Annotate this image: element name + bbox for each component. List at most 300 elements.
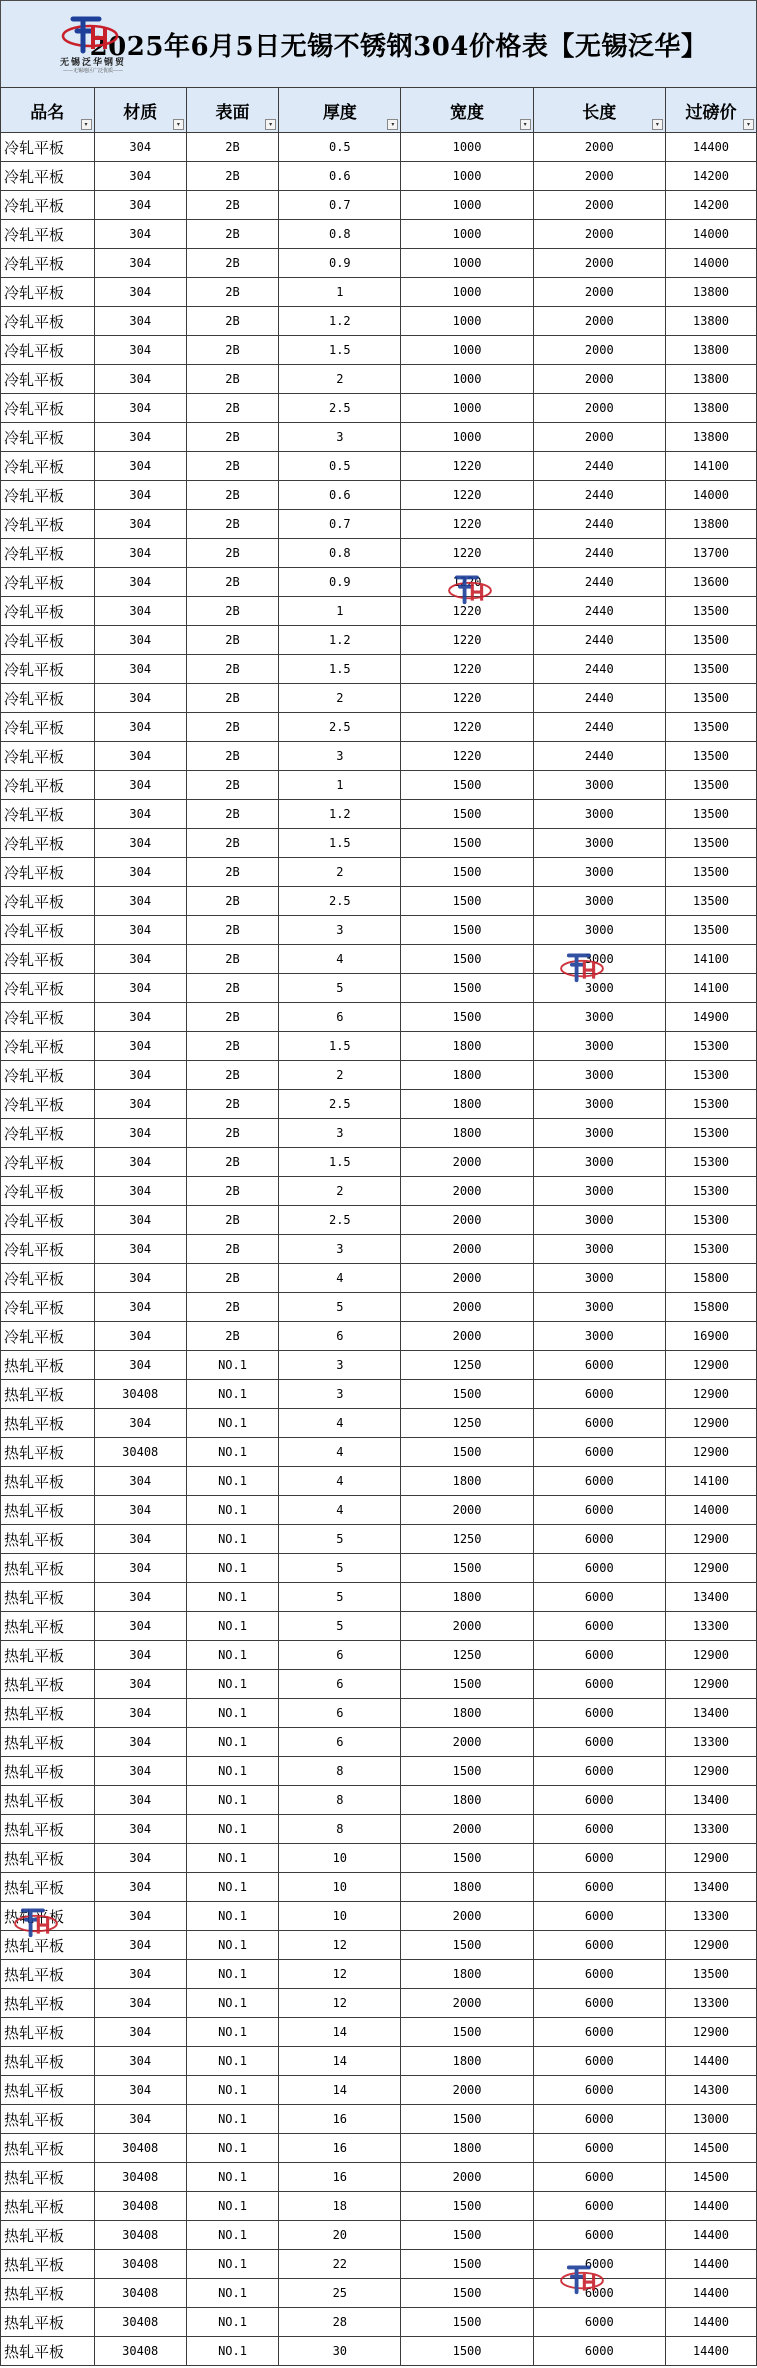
product-name-cell: 冷轧平板 [1,771,95,800]
width-cell: 2000 [401,1235,533,1264]
product-name-cell: 热轧平板 [1,2047,95,2076]
material-cell: 304 [94,1583,186,1612]
length-cell: 6000 [533,1960,665,1989]
thickness-cell: 14 [279,2076,401,2105]
price-cell: 14300 [665,2076,756,2105]
surface-cell: 2B [186,423,278,452]
table-row [1,1902,757,1931]
width-cell: 1220 [401,684,533,713]
column-header-label: 过磅价 [685,102,737,123]
material-cell: 304 [94,1525,186,1554]
price-cell: 13500 [665,713,756,742]
thickness-cell: 5 [279,974,401,1003]
width-cell: 1500 [401,2250,533,2279]
surface-cell: 2B [186,191,278,220]
length-cell: 2000 [533,191,665,220]
product-name-cell: 冷轧平板 [1,191,95,220]
surface-cell: 2B [186,278,278,307]
surface-cell: NO.1 [186,1554,278,1583]
material-cell: 304 [94,858,186,887]
price-cell: 13000 [665,2105,756,2134]
filter-dropdown-icon[interactable]: ▾ [265,119,276,130]
width-cell: 1220 [401,713,533,742]
surface-cell: NO.1 [186,1496,278,1525]
product-name-cell: 冷轧平板 [1,945,95,974]
surface-cell: 2B [186,1003,278,1032]
thickness-cell: 1.5 [279,655,401,684]
length-cell: 3000 [533,1090,665,1119]
price-cell: 14400 [665,2221,756,2250]
width-cell: 1220 [401,655,533,684]
width-cell: 1500 [401,2192,533,2221]
thickness-cell: 1.5 [279,1032,401,1061]
thickness-cell: 12 [279,1931,401,1960]
width-cell: 2000 [401,1322,533,1351]
price-cell: 14500 [665,2134,756,2163]
table-row [1,307,757,336]
table-row [1,2308,757,2337]
product-name-cell: 冷轧平板 [1,800,95,829]
surface-cell: 2B [186,597,278,626]
surface-cell: 2B [186,916,278,945]
product-name-cell: 热轧平板 [1,2308,95,2337]
length-cell: 6000 [533,1757,665,1786]
length-cell: 2440 [533,539,665,568]
width-cell: 2000 [401,1902,533,1931]
surface-cell: NO.1 [186,1931,278,1960]
surface-cell: 2B [186,568,278,597]
table-row [1,1525,757,1554]
width-cell: 1800 [401,1467,533,1496]
table-row [1,2221,757,2250]
table-row [1,1322,757,1351]
material-cell: 304 [94,2076,186,2105]
filter-dropdown-icon[interactable]: ▾ [743,119,754,130]
table-row [1,1264,757,1293]
width-cell: 1500 [401,1931,533,1960]
table-row [1,887,757,916]
product-name-cell: 冷轧平板 [1,1206,95,1235]
thickness-cell: 4 [279,1409,401,1438]
surface-cell: 2B [186,1061,278,1090]
table-row [1,1206,757,1235]
price-cell: 15800 [665,1293,756,1322]
product-name-cell: 冷轧平板 [1,1090,95,1119]
length-cell: 3000 [533,1293,665,1322]
filter-dropdown-icon[interactable]: ▾ [81,119,92,130]
width-cell: 1500 [401,858,533,887]
price-cell: 14400 [665,2250,756,2279]
table-row [1,2192,757,2221]
filter-dropdown-icon[interactable]: ▾ [387,119,398,130]
column-header-label: 厚度 [322,102,357,123]
material-cell: 304 [94,1641,186,1670]
material-cell: 304 [94,597,186,626]
length-cell: 6000 [533,1351,665,1380]
column-header-width[interactable] [401,88,533,133]
width-cell: 1500 [401,887,533,916]
surface-cell: 2B [186,771,278,800]
column-header-thickness[interactable] [279,88,401,133]
material-cell: 304 [94,800,186,829]
width-cell: 1500 [401,829,533,858]
price-cell: 12900 [665,1554,756,1583]
surface-cell: 2B [186,800,278,829]
table-row [1,1699,757,1728]
surface-cell: 2B [186,1090,278,1119]
width-cell: 1000 [401,278,533,307]
thickness-cell: 5 [279,1554,401,1583]
length-cell: 3000 [533,916,665,945]
material-cell: 304 [94,742,186,771]
table-row [1,1612,757,1641]
width-cell: 2000 [401,1496,533,1525]
length-cell: 6000 [533,1583,665,1612]
price-cell: 13500 [665,887,756,916]
price-cell: 13400 [665,1786,756,1815]
price-cell: 13600 [665,568,756,597]
thickness-cell: 16 [279,2105,401,2134]
material-cell: 304 [94,1206,186,1235]
thickness-cell: 12 [279,1989,401,2018]
thickness-cell: 1.2 [279,307,401,336]
material-cell: 304 [94,365,186,394]
thickness-cell: 2.5 [279,1206,401,1235]
table-row [1,916,757,945]
surface-cell: 2B [186,1293,278,1322]
material-cell: 304 [94,162,186,191]
surface-cell: 2B [186,1119,278,1148]
table-row [1,1003,757,1032]
length-cell: 2000 [533,336,665,365]
product-name-cell: 冷轧平板 [1,1032,95,1061]
surface-cell: NO.1 [186,1757,278,1786]
thickness-cell: 8 [279,1757,401,1786]
surface-cell: NO.1 [186,1438,278,1467]
thickness-cell: 8 [279,1815,401,1844]
table-row [1,481,757,510]
price-cell: 14000 [665,481,756,510]
thickness-cell: 0.8 [279,539,401,568]
product-name-cell: 热轧平板 [1,1409,95,1438]
length-cell: 6000 [533,1873,665,1902]
thickness-cell: 4 [279,1264,401,1293]
column-header-material[interactable] [94,88,186,133]
material-cell: 304 [94,1351,186,1380]
material-cell: 304 [94,568,186,597]
table-row [1,1786,757,1815]
material-cell: 304 [94,1612,186,1641]
table-row [1,1931,757,1960]
surface-cell: NO.1 [186,1960,278,1989]
material-cell: 304 [94,133,186,162]
table-row [1,2105,757,2134]
column-header-label: 表面 [215,102,250,123]
thickness-cell: 1.2 [279,626,401,655]
price-cell: 15300 [665,1090,756,1119]
price-cell: 14100 [665,945,756,974]
length-cell: 3000 [533,771,665,800]
surface-cell: NO.1 [186,1525,278,1554]
length-cell: 2000 [533,307,665,336]
surface-cell: 2B [186,162,278,191]
length-cell: 2440 [533,684,665,713]
surface-cell: 2B [186,974,278,1003]
width-cell: 1000 [401,133,533,162]
column-header-price[interactable] [665,88,756,133]
material-cell: 304 [94,771,186,800]
surface-cell: 2B [186,829,278,858]
price-cell: 12900 [665,1641,756,1670]
surface-cell: NO.1 [186,1786,278,1815]
product-name-cell: 热轧平板 [1,1728,95,1757]
width-cell: 1500 [401,2018,533,2047]
material-cell: 304 [94,1264,186,1293]
price-cell: 14400 [665,2279,756,2308]
material-cell: 304 [94,974,186,1003]
table-row [1,713,757,742]
thickness-cell: 2.5 [279,887,401,916]
material-cell: 304 [94,713,186,742]
material-cell: 304 [94,249,186,278]
product-name-cell: 冷轧平板 [1,307,95,336]
material-cell: 304 [94,1177,186,1206]
product-name-cell: 冷轧平板 [1,133,95,162]
material-cell: 304 [94,1873,186,1902]
product-name-cell: 热轧平板 [1,2337,95,2366]
product-name-cell: 冷轧平板 [1,1264,95,1293]
surface-cell: NO.1 [186,2221,278,2250]
width-cell: 1500 [401,1438,533,1467]
table-row [1,771,757,800]
material-cell: 304 [94,1293,186,1322]
width-cell: 1250 [401,1409,533,1438]
material-cell: 304 [94,945,186,974]
width-cell: 1500 [401,2279,533,2308]
price-cell: 14500 [665,2163,756,2192]
length-cell: 6000 [533,1786,665,1815]
material-cell: 304 [94,1409,186,1438]
material-cell: 304 [94,1960,186,1989]
width-cell: 1220 [401,597,533,626]
price-cell: 14200 [665,162,756,191]
length-cell: 2440 [533,597,665,626]
product-name-cell: 热轧平板 [1,1844,95,1873]
price-cell: 13400 [665,1699,756,1728]
column-header-surface[interactable] [186,88,278,133]
material-cell: 304 [94,1902,186,1931]
thickness-cell: 28 [279,2308,401,2337]
surface-cell: 2B [186,1148,278,1177]
material-cell: 304 [94,916,186,945]
width-cell: 1800 [401,1786,533,1815]
table-row [1,365,757,394]
price-cell: 13800 [665,336,756,365]
length-cell: 2440 [533,510,665,539]
surface-cell: NO.1 [186,1641,278,1670]
price-cell: 13500 [665,1960,756,1989]
length-cell: 2000 [533,278,665,307]
material-cell: 304 [94,1699,186,1728]
table-row [1,1032,757,1061]
thickness-cell: 4 [279,1467,401,1496]
price-cell: 12900 [665,1525,756,1554]
surface-cell: 2B [186,1264,278,1293]
column-header-name[interactable] [1,88,95,133]
price-cell: 14100 [665,1467,756,1496]
material-cell: 304 [94,1119,186,1148]
filter-dropdown-icon[interactable]: ▾ [652,119,663,130]
product-name-cell: 热轧平板 [1,1873,95,1902]
price-cell: 12900 [665,1757,756,1786]
width-cell: 1500 [401,2308,533,2337]
table-row [1,2018,757,2047]
surface-cell: 2B [186,249,278,278]
table-row [1,423,757,452]
length-cell: 3000 [533,1003,665,1032]
table-row [1,1380,757,1409]
table-row [1,1641,757,1670]
length-cell: 6000 [533,1728,665,1757]
price-cell: 13500 [665,742,756,771]
table-row [1,974,757,1003]
product-name-cell: 热轧平板 [1,1467,95,1496]
length-cell: 6000 [533,2192,665,2221]
table-header-row [1,88,757,133]
table-row [1,1496,757,1525]
width-cell: 2000 [401,1612,533,1641]
price-cell: 13500 [665,597,756,626]
surface-cell: NO.1 [186,1728,278,1757]
table-row [1,1438,757,1467]
product-name-cell: 热轧平板 [1,1496,95,1525]
material-cell: 304 [94,1989,186,2018]
column-header-label: 材质 [123,102,158,123]
length-cell: 6000 [533,2163,665,2192]
product-name-cell: 冷轧平板 [1,1061,95,1090]
surface-cell: 2B [186,858,278,887]
table-row [1,1554,757,1583]
column-header-length[interactable] [533,88,665,133]
price-cell: 12900 [665,1670,756,1699]
surface-cell: NO.1 [186,2192,278,2221]
product-name-cell: 冷轧平板 [1,1148,95,1177]
surface-cell: 2B [186,365,278,394]
surface-cell: NO.1 [186,1612,278,1641]
price-cell: 13800 [665,423,756,452]
surface-cell: NO.1 [186,2308,278,2337]
price-cell: 14400 [665,2047,756,2076]
thickness-cell: 3 [279,1235,401,1264]
price-cell: 14900 [665,1003,756,1032]
width-cell: 1500 [401,1380,533,1409]
table-row [1,597,757,626]
length-cell: 6000 [533,1699,665,1728]
thickness-cell: 0.9 [279,249,401,278]
product-name-cell: 冷轧平板 [1,858,95,887]
surface-cell: 2B [186,1177,278,1206]
price-cell: 12900 [665,1438,756,1467]
thickness-cell: 14 [279,2018,401,2047]
material-cell: 304 [94,1786,186,1815]
length-cell: 6000 [533,2308,665,2337]
width-cell: 2000 [401,1293,533,1322]
length-cell: 2440 [533,655,665,684]
material-cell: 304 [94,1322,186,1351]
price-cell: 13300 [665,1902,756,1931]
width-cell: 1250 [401,1525,533,1554]
table-row [1,1815,757,1844]
filter-dropdown-icon[interactable]: ▾ [173,119,184,130]
table-row [1,1235,757,1264]
width-cell: 1800 [401,1090,533,1119]
length-cell: 3000 [533,1119,665,1148]
thickness-cell: 3 [279,916,401,945]
length-cell: 3000 [533,887,665,916]
material-cell: 304 [94,2047,186,2076]
filter-dropdown-icon[interactable]: ▾ [520,119,531,130]
price-cell: 13500 [665,655,756,684]
width-cell: 1000 [401,162,533,191]
product-name-cell: 冷轧平板 [1,626,95,655]
width-cell: 1500 [401,1757,533,1786]
page-title: 2025年6月5日无锡不锈钢304价格表【无锡泛华】 [89,32,708,62]
product-name-cell: 冷轧平板 [1,1003,95,1032]
length-cell: 3000 [533,945,665,974]
surface-cell: NO.1 [186,1699,278,1728]
thickness-cell: 14 [279,2047,401,2076]
product-name-cell: 冷轧平板 [1,684,95,713]
length-cell: 6000 [533,2105,665,2134]
thickness-cell: 1 [279,278,401,307]
thickness-cell: 1 [279,771,401,800]
table-row [1,162,757,191]
thickness-cell: 25 [279,2279,401,2308]
price-cell: 14400 [665,2337,756,2366]
table-row [1,2163,757,2192]
material-cell: 304 [94,191,186,220]
table-row [1,1409,757,1438]
material-cell: 304 [94,684,186,713]
thickness-cell: 0.7 [279,510,401,539]
thickness-cell: 12 [279,1960,401,1989]
width-cell: 1220 [401,481,533,510]
product-name-cell: 冷轧平板 [1,278,95,307]
thickness-cell: 5 [279,1583,401,1612]
material-cell: 304 [94,1032,186,1061]
length-cell: 2440 [533,568,665,597]
table-row [1,945,757,974]
surface-cell: 2B [186,510,278,539]
product-name-cell: 冷轧平板 [1,452,95,481]
table-row [1,2250,757,2279]
surface-cell: NO.1 [186,1380,278,1409]
surface-cell: NO.1 [186,2163,278,2192]
thickness-cell: 3 [279,1351,401,1380]
table-row [1,1844,757,1873]
table-row [1,249,757,278]
material-cell: 304 [94,626,186,655]
thickness-cell: 6 [279,1641,401,1670]
surface-cell: NO.1 [186,1409,278,1438]
price-cell: 13700 [665,539,756,568]
surface-cell: NO.1 [186,1989,278,2018]
product-name-cell: 热轧平板 [1,1931,95,1960]
thickness-cell: 16 [279,2163,401,2192]
width-cell: 1800 [401,2047,533,2076]
table-row [1,1293,757,1322]
length-cell: 6000 [533,2076,665,2105]
